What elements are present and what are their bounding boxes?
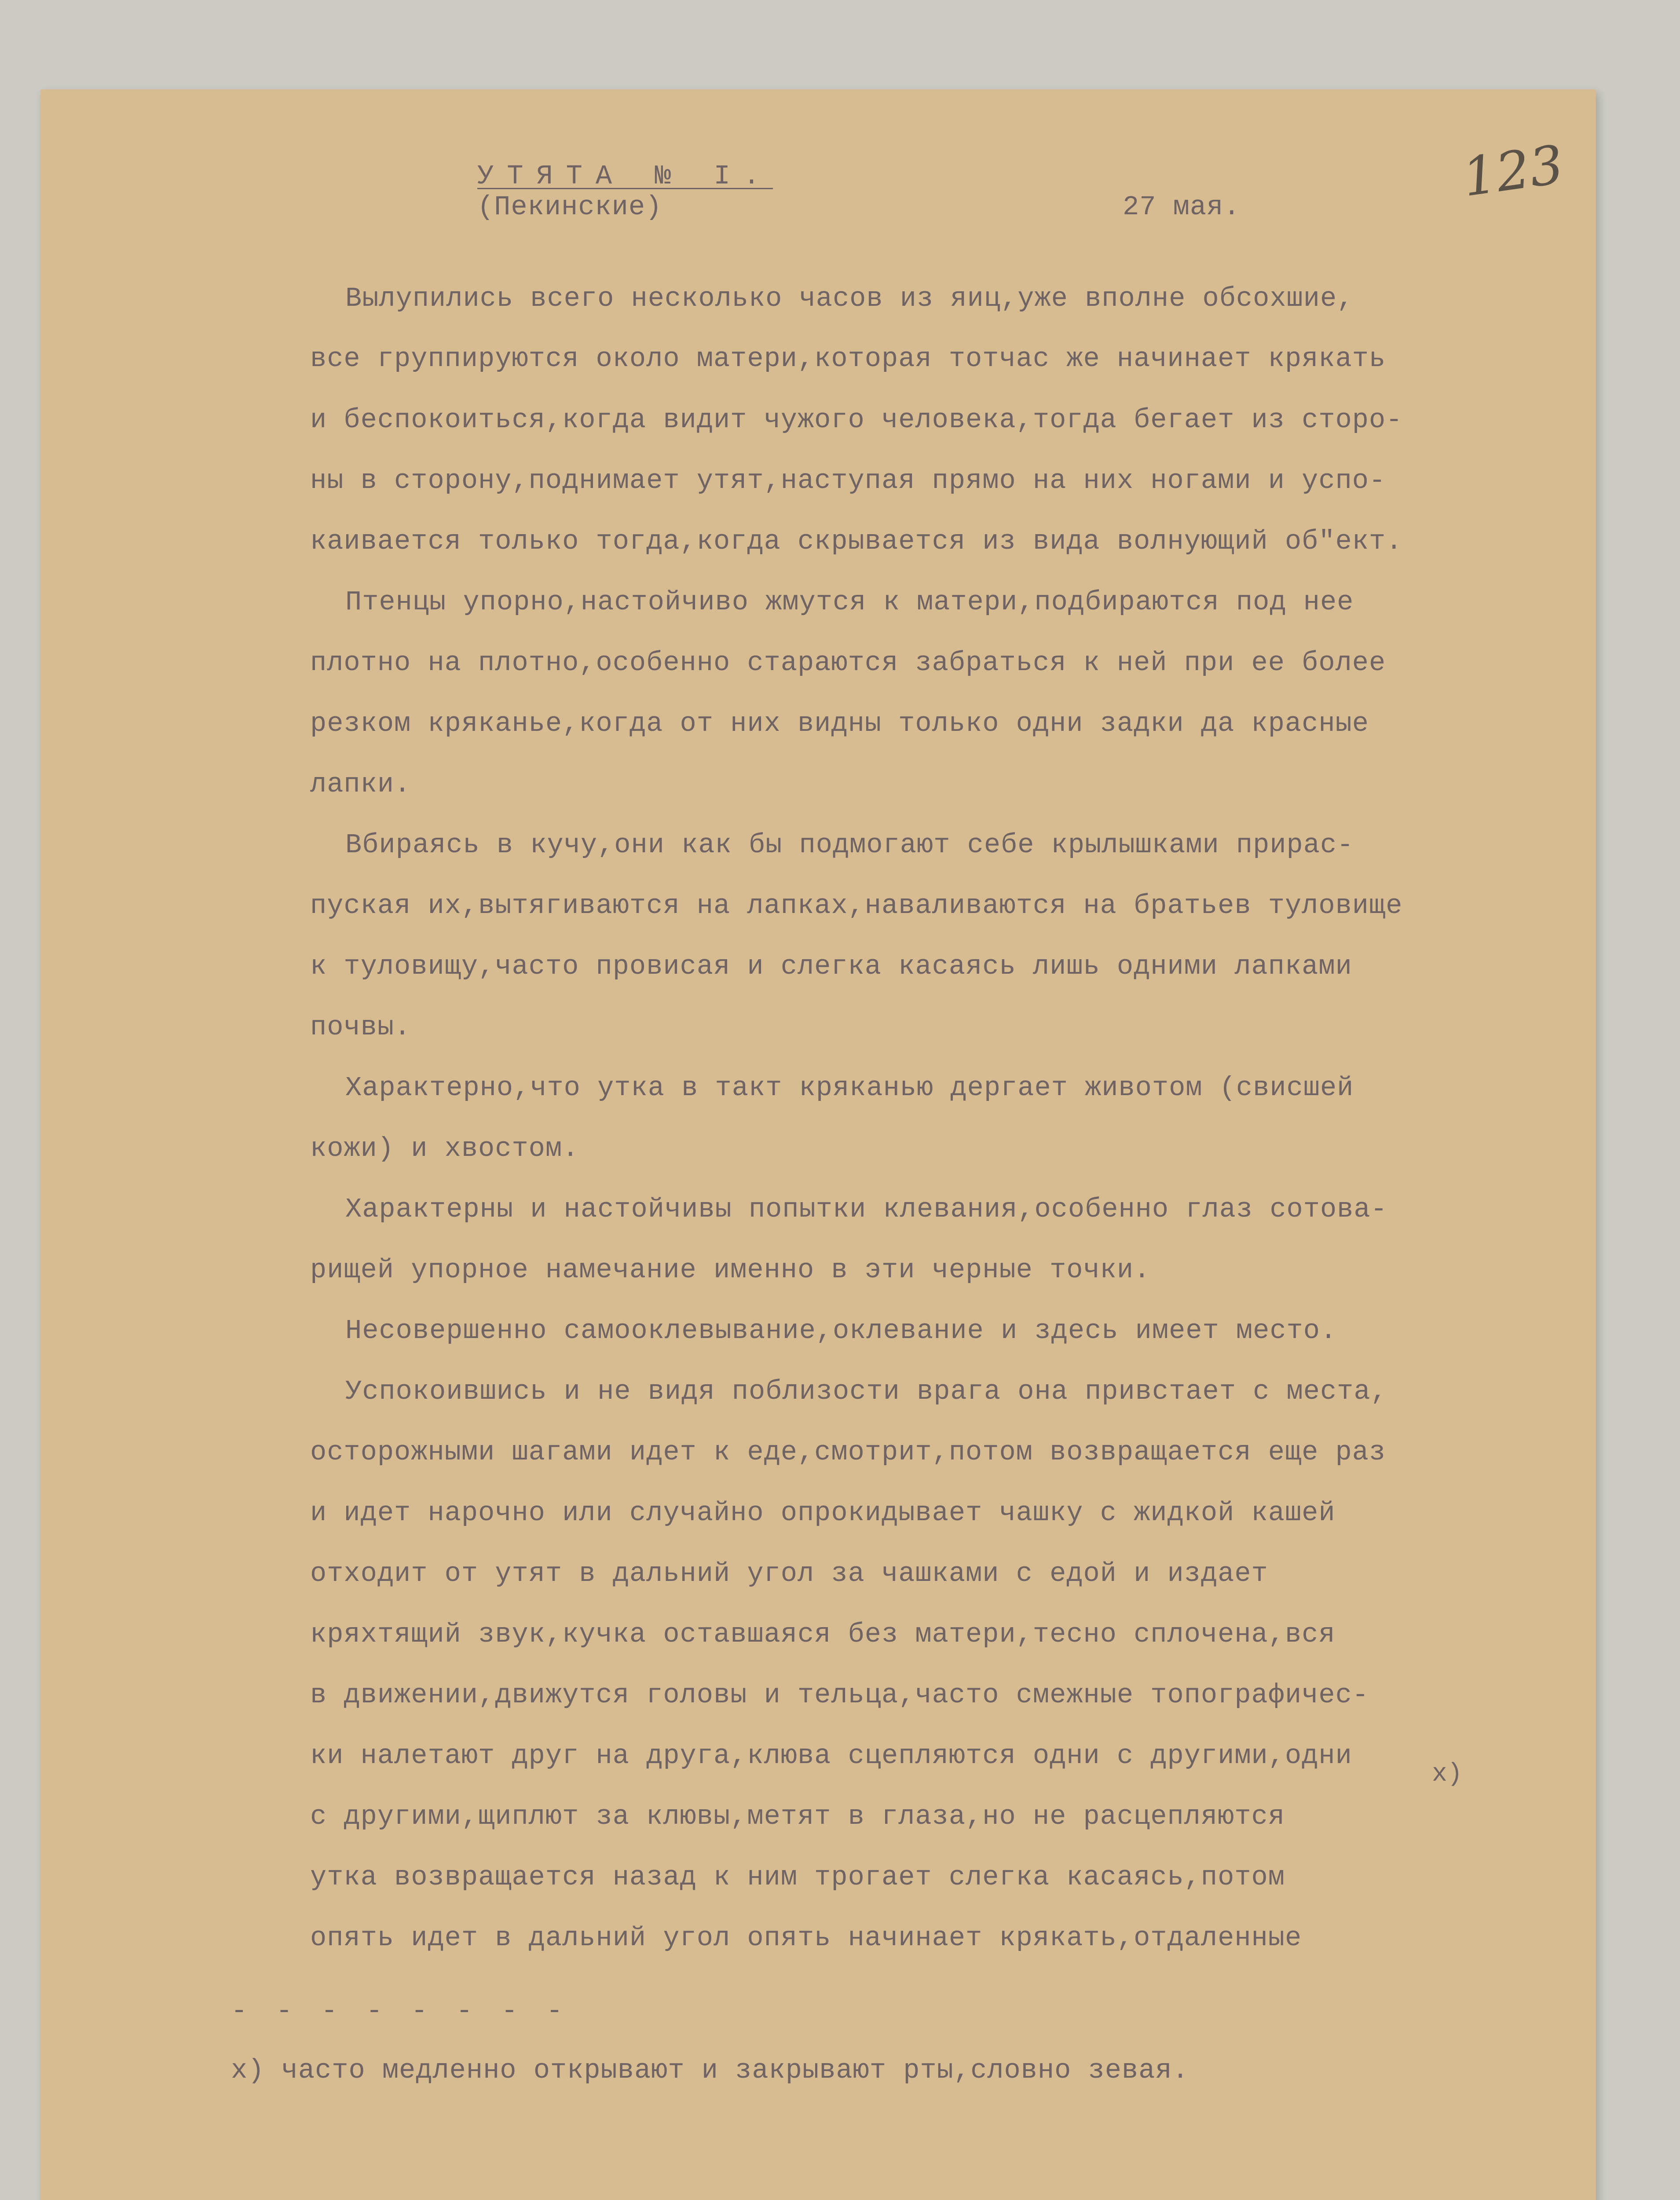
body-line: плотно на плотно,особенно стараются забраться к ней при ее более: [310, 647, 1386, 678]
body-line: все группируются около матери,которая тотчас же начинает крякать: [310, 343, 1386, 374]
document-subtitle: (Пекинские): [477, 191, 662, 223]
body-line: рищей упорное намечание именно в эти черные точки.: [310, 1254, 1151, 1286]
document-title: УТЯТА № I.: [477, 161, 773, 192]
footnote-text: x) часто медленно открывают и закрывают рты,словно зевая.: [231, 2055, 1189, 2086]
footnote-marker: x): [1432, 1760, 1463, 1789]
body-line: каивается только тогда,когда скрывается из вида волнующий об"ект.: [310, 526, 1403, 557]
body-line: Вылупились всего несколько часов из яиц,уже вполне обсохшие,: [345, 283, 1354, 314]
body-line: ны в сторону,поднимает утят,наступая прямо на них ногами и успо-: [310, 465, 1386, 496]
body-line: к туловищу,часто провисая и слегка касаясь лишь одними лапками: [310, 951, 1352, 982]
body-line: в движении,движутся головы и тельца,часто смежные топографичес-: [310, 1679, 1369, 1711]
body-line: почвы.: [310, 1012, 411, 1043]
body-line: и беспокоиться,когда видит чужого человека,тогда бегает из сторо-: [310, 404, 1403, 436]
handwritten-page-number: 123: [1459, 134, 1567, 209]
body-line: кожи) и хвостом.: [310, 1133, 579, 1164]
body-line: утка возвращается назад к ним трогает слегка касаясь,потом: [310, 1862, 1285, 1893]
body-line: Успокоившись и не видя поблизости врага она привстает с места,: [345, 1376, 1387, 1407]
document-date: 27 мая.: [1123, 191, 1241, 223]
body-line: резком кряканье,когда от них видны только одни задки да красные: [310, 708, 1369, 739]
body-line: Вбираясь в кучу,они как бы подмогают себе крылышками прирас-: [345, 829, 1354, 861]
body-line: лапки.: [310, 769, 411, 800]
body-line: и идет нарочно или случайно опрокидывает чашку с жидкой кашей: [310, 1497, 1336, 1529]
body-line: Несовершенно самооклевывание,оклевание и здесь имеет место.: [345, 1315, 1337, 1346]
body-line: ки налетают друг на друга,клюва сцепляются одни с другими,одни: [310, 1740, 1352, 1771]
body-line: Птенцы упорно,настойчиво жмутся к матери,подбираются под нее: [345, 587, 1354, 618]
body-line: пуская их,вытягиваются на лапках,наваливаются на братьев туловище: [310, 890, 1403, 921]
body-line: отходит от утят в дальний угол за чашками с едой и издает: [310, 1558, 1268, 1589]
footnote-separator: - - - - - - - -: [231, 1995, 569, 2027]
body-line: кряхтящий звук,кучка оставшаяся без матери,тесно сплочена,вся: [310, 1619, 1336, 1650]
body-line: опять идет в дальний угол опять начинает крякать,отдаленные: [310, 1922, 1302, 1954]
body-line: с другими,щиплют за клювы,метят в глаза,но не расцепляются: [310, 1801, 1285, 1832]
body-line: осторожными шагами идет к еде,смотрит,потом возвращается еще раз: [310, 1437, 1386, 1468]
body-line: Характерно,что утка в такт кряканью дергает животом (свисшей: [345, 1072, 1354, 1104]
body-line: Характерны и настойчивы попытки клевания,особенно глаз сотова-: [345, 1194, 1387, 1225]
